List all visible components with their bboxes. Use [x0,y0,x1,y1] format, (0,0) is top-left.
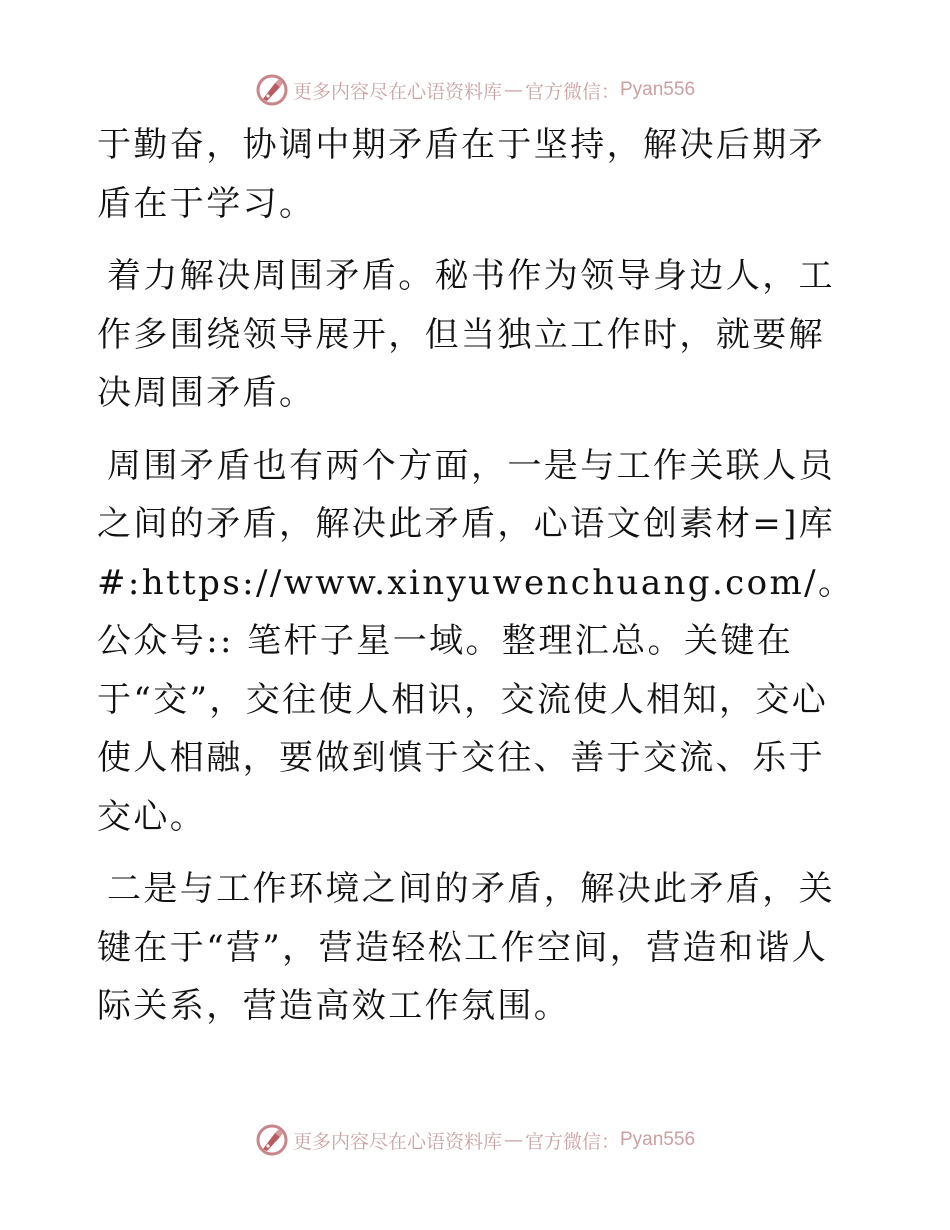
paragraph-1: 于勤奋，协调中期矛盾在于坚持，解决后期矛盾在于学习。 [97,125,825,224]
pen-nib-logo-icon [255,73,289,107]
footer-watermark-banner [0,1120,950,1160]
paragraph-4: 二是与工作环境之间的矛盾，解决此矛盾，关键在于“营”，营造轻松工作空间，营造和谐人际关系，营造高效工作氛围。 [97,869,835,1026]
pen-nib-logo-icon [255,1123,289,1157]
paragraph-2: 着力解决周围矛盾。秘书作为领导身边人，工作多围绕领导展开，但当独立工作时，就要解决周围矛盾。 [97,256,835,413]
banner-title: 更多内容尽在心语资料库 [292,80,502,103]
header-watermark-banner [0,70,950,110]
banner-dash: — [503,1129,523,1151]
banner-wechat-label: 官方微信： [524,80,620,103]
paragraph-3: 周围矛盾也有两个方面，一是与工作关联人员之间的矛盾，解决此矛盾，心语文创素材=]库#:https://www.xinyuwenchuang.com/。公众号:: 笔杆子星一域。整理汇总。关键在于“交”，交往使人相识，交流使人相知，交心使人相融，要做到慎于交往、善于交流、乐于交心。 [97,445,855,837]
banner-dash: — [503,79,523,101]
banner-title: 更多内容尽在心语资料库 [292,1130,502,1153]
banner-wechat-id: Pyan556 [620,79,696,100]
document-body [97,116,857,1050]
banner-wechat-id: Pyan556 [620,1129,696,1150]
banner-wechat-label: 官方微信： [524,1130,620,1153]
